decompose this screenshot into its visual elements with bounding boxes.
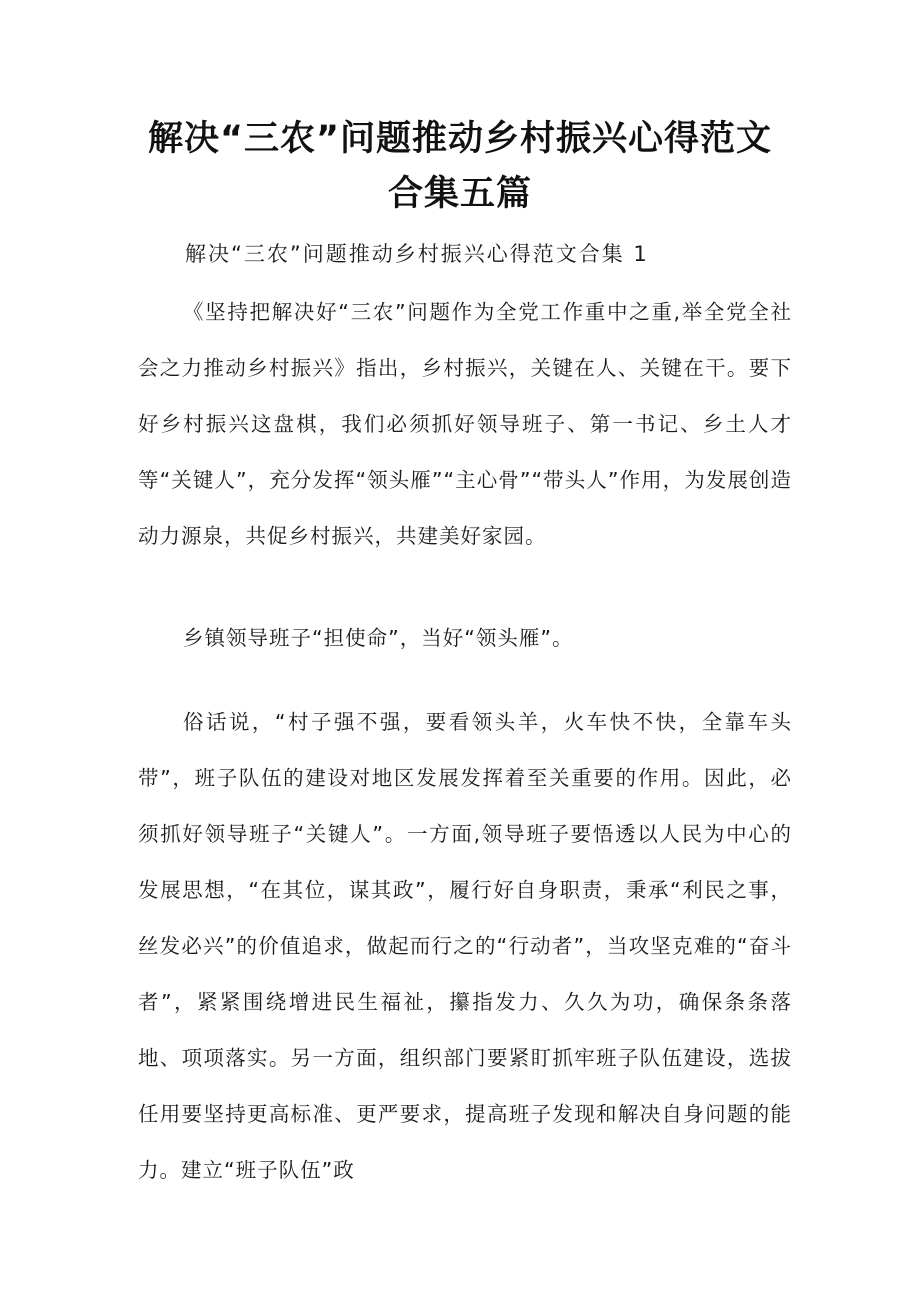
body-paragraph: 俗话说，“村子强不强，要看领头羊，火车快不快，全靠车头带”，班子队伍的建设对地区发展发挥着至关重要的作用。因此，必须抓好领导班子“关键人”。一方面,领导班子要悟透以人民为中心的发展思想，“在其位，谋其政”，履行好自身职责，秉承“利民之事，丝发必兴”的价值追求，做起而行之的“行动者”，当攻坚克难的“奋斗者”，紧紧围绕增进民生福祉，攥指发力、久久为功，确保条条落地、项项落实。另一方面，组织部门要紧盯抓牢班子队伍建设，选拔任用要坚持更高标准、更严要求，提高班子发现和解决自身问题的能力。建立“班子队伍”政: [138, 710, 792, 1182]
document-title-line-2: 合集五篇: [387, 174, 532, 214]
body-paragraph: 《坚持把解决好“三农”问题作为全党工作重中之重,举全党全社会之力推动乡村振兴》指出，乡村振兴，关键在人、关键在干。要下好乡村振兴这盘棋，我们必须抓好领导班子、第一书记、乡土人才等“关键人”，充分发挥“领头雁”“主心骨”“带头人”作用，为发展创造动力源泉，共促乡村振兴，共建美好家园。: [138, 300, 792, 548]
section-heading: 解决“三农”问题推动乡村振兴心得范文合集 1: [185, 242, 649, 266]
body-paragraph: 乡镇领导班子“担使命”，当好“领头雁”。: [183, 626, 574, 650]
document-title-line-1: 解决“三农”问题推动乡村振兴心得范文: [147, 119, 772, 159]
